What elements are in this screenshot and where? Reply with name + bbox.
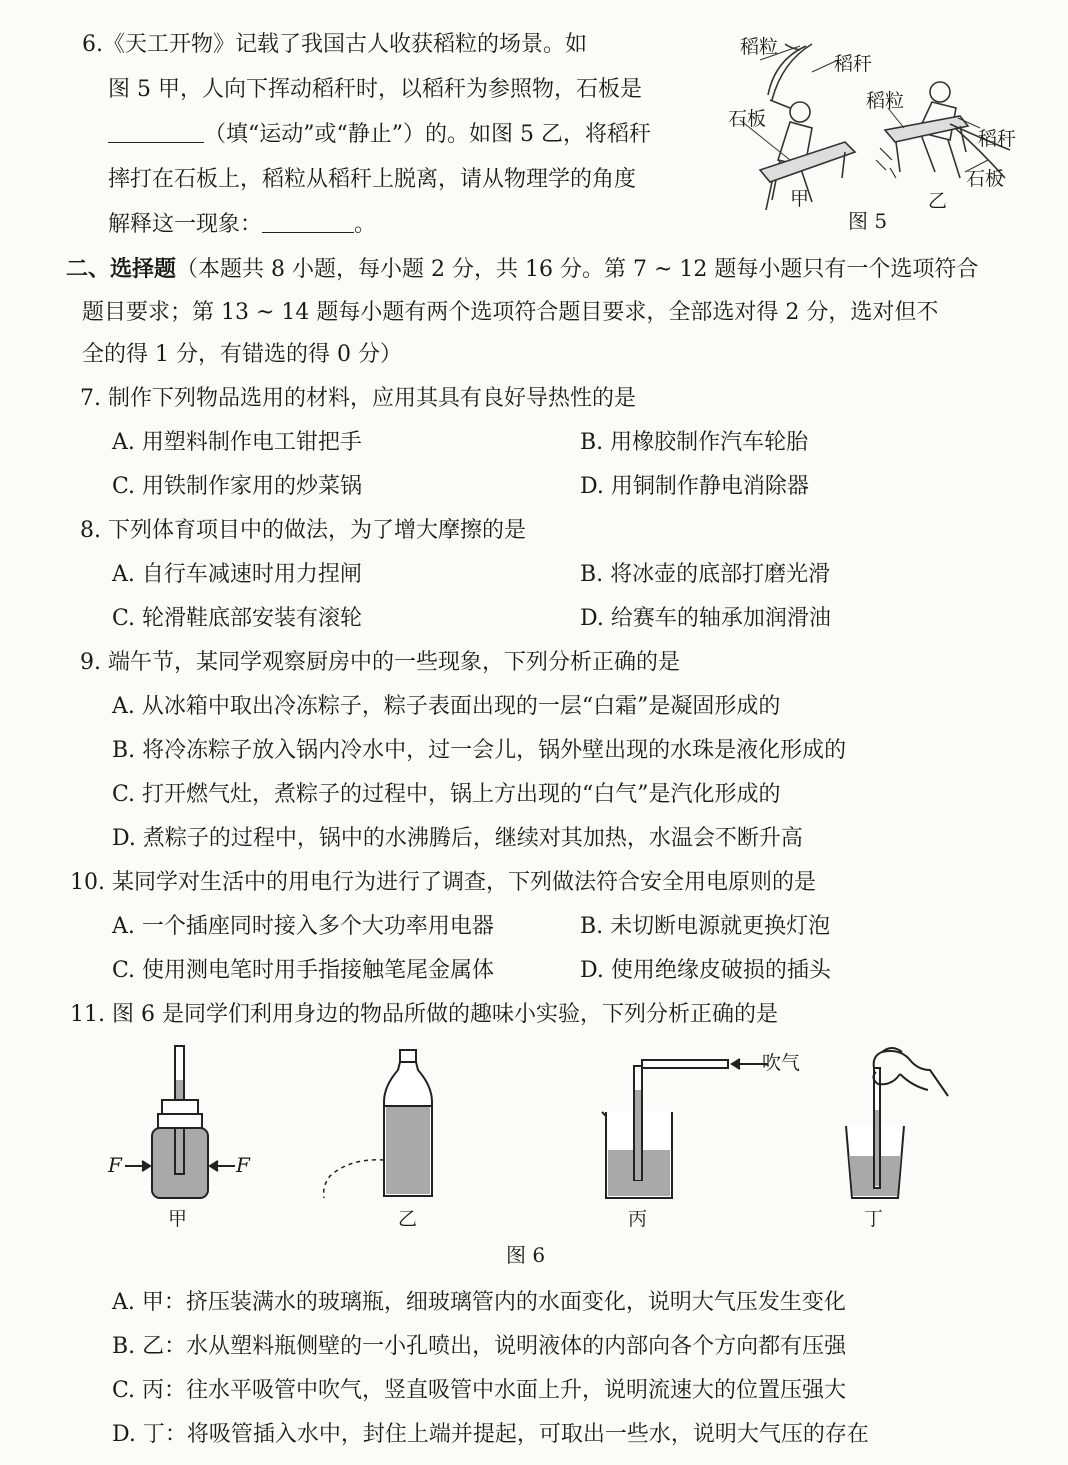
label-daogan-jia: 稻秆 (834, 53, 873, 75)
force-label-left: F (108, 1153, 122, 1177)
q9-option-b[interactable]: B. 将冷冻粽子放入锅内冷水中，过一会儿，锅外壁出现的水珠是液化形成的 (112, 738, 847, 763)
q6-line-4: 摔打在石板上，稻粒从稻秆上脱离，请从物理学的角度 (108, 167, 637, 192)
q9-option-a[interactable]: A. 从冰箱中取出冷冻粽子，粽子表面出现的一层“白霜”是凝固形成的 (112, 694, 781, 719)
q10-stem: 10. 某同学对生活中的用电行为进行了调查，下列做法符合安全用电原则的是 (70, 870, 816, 895)
q6-line-3-text: （填“运动”或“静止”）的。如图 5 乙，将稻秆 (204, 122, 651, 147)
q10-option-b[interactable]: B. 未切断电源就更换灯泡 (580, 914, 831, 939)
q7-option-a[interactable]: A. 用塑料制作电工钳把手 (112, 430, 362, 455)
figure-5-caption: 图 5 (848, 209, 888, 233)
section-2-instructions: （本题共 8 小题，每小题 2 分，共 16 分。第 7 ~ 12 题每小题只有一个选项符合 (176, 257, 979, 282)
q10-option-d[interactable]: D. 使用绝缘皮破损的插头 (580, 958, 831, 983)
section-2-line-1 (66, 254, 978, 285)
q10-option-c[interactable]: C. 使用测电笔时用手指接触笔尾金属体 (112, 958, 495, 983)
label-bing-fig6: 丙 (628, 1208, 648, 1230)
q6-line-5-text: 解释这一现象： (108, 212, 263, 237)
label-yi-fig5: 乙 (928, 190, 948, 212)
q6-line-5 (108, 210, 376, 240)
q6-line-1: 6.《天工开物》记载了我国古人收获稻粒的场景。如 (82, 32, 587, 57)
q9-stem: 9. 端午节，某同学观察厨房中的一些现象，下列分析正确的是 (80, 650, 680, 675)
answer-blank-2[interactable] (262, 210, 354, 233)
q8-stem: 8. 下列体育项目中的做法，为了增大摩擦的是 (80, 518, 526, 543)
q10-option-a[interactable]: A. 一个插座同时接入多个大功率用电器 (112, 914, 494, 939)
q7-option-d[interactable]: D. 用铜制作静电消除器 (580, 474, 809, 499)
q6-line-2: 图 5 甲，人向下挥动稻秆时，以稻秆为参照物，石板是 (108, 77, 642, 102)
q8-option-b[interactable]: B. 将冰壶的底部打磨光滑 (580, 562, 831, 587)
label-shiban-yi: 石板 (966, 168, 1005, 190)
figure-6-caption: 图 6 (506, 1243, 546, 1267)
q8-option-a[interactable]: A. 自行车减速时用力捏闸 (112, 562, 362, 587)
label-jia-fig5: 甲 (790, 188, 810, 210)
q11-stem: 11. 图 6 是同学们利用身边的物品所做的趣味小实验，下列分析正确的是 (70, 1002, 778, 1027)
q8-option-d[interactable]: D. 给赛车的轴承加润滑油 (580, 606, 831, 631)
q9-option-c[interactable]: C. 打开燃气灶，煮粽子的过程中，锅上方出现的“白气”是汽化形成的 (112, 782, 781, 807)
label-yi-fig6: 乙 (398, 1208, 418, 1230)
force-label-right: F (236, 1153, 250, 1177)
section-2-title: 二、选择题 (66, 256, 177, 282)
q11-option-a[interactable]: A. 甲：挤压装满水的玻璃瓶，细玻璃管内的水面变化，说明大气压发生变化 (112, 1290, 846, 1315)
q8-option-c[interactable]: C. 轮滑鞋底部安装有滚轮 (112, 606, 363, 631)
label-daoli-yi: 稻粒 (866, 90, 905, 112)
label-daogan-yi: 稻秆 (978, 128, 1017, 150)
section-2-line-2: 题目要求；第 13 ~ 14 题每小题有两个选项符合题目要求，全部选对得 2 分，选对但不 (82, 300, 939, 325)
label-shiban-jia: 石板 (728, 108, 767, 130)
q7-option-c[interactable]: C. 用铁制作家用的炒菜锅 (112, 474, 363, 499)
label-ding-fig6: 丁 (864, 1208, 884, 1230)
q11-option-c[interactable]: C. 丙：往水平吸管中吹气，竖直吸管中水面上升，说明流速大的位置压强大 (112, 1378, 847, 1403)
q6-line-5-end: 。 (354, 212, 377, 237)
q7-option-b[interactable]: B. 用橡胶制作汽车轮胎 (580, 430, 809, 455)
blow-label: 吹气 (762, 1052, 801, 1074)
q9-option-d[interactable]: D. 煮粽子的过程中，锅中的水沸腾后，继续对其加热，水温会不断升高 (112, 826, 803, 851)
q6-line-3 (108, 120, 651, 150)
label-jia-fig6: 甲 (168, 1208, 188, 1230)
q7-stem: 7. 制作下列物品选用的材料，应用其具有良好导热性的是 (80, 386, 636, 411)
q11-option-d[interactable]: D. 丁：将吸管插入水中，封住上端并提起，可取出一些水，说明大气压的存在 (112, 1422, 869, 1447)
answer-blank-1[interactable] (108, 120, 204, 143)
q11-option-b[interactable]: B. 乙：水从塑料瓶侧壁的一小孔喷出，说明液体的内部向各个方向都有压强 (112, 1334, 847, 1359)
section-2-line-3: 全的得 1 分，有错选的得 0 分） (82, 342, 402, 367)
label-daoli-jia: 稻粒 (740, 36, 779, 58)
